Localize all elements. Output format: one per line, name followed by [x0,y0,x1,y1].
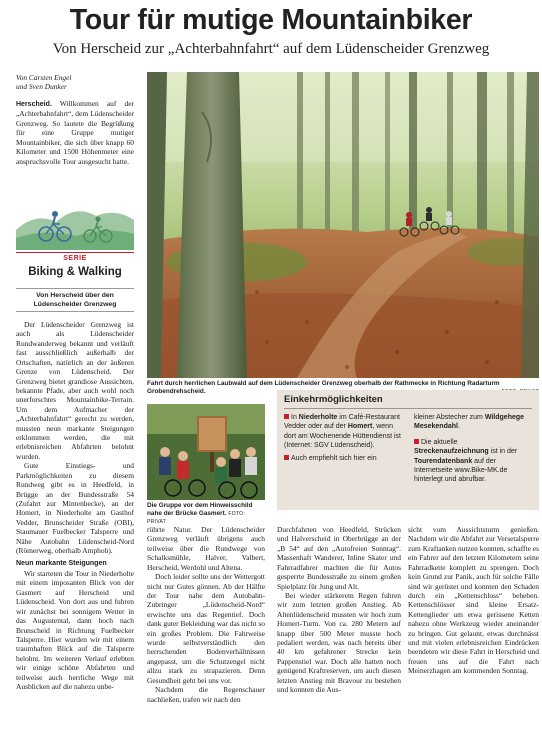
col1-subheading: Neun markante Steigungen [16,559,107,567]
info-item-1-text-b: im Café-Restaurant Vedder oder auf der [284,414,400,431]
info-item-4-text-b: ist in der [488,448,518,456]
author-line-1: Von Carsten Engel [16,73,72,82]
info-item-2-text: Auch empfiehlt sich hier ein [291,454,377,462]
intro-text [16,99,134,166]
col2-paragraph-1: rührte Natur. Der Lüdenscheider Grenzweg verläuft übrigens auch teilweise über die Rundwege von Schalksmühle, Halver, Valbert, Herscheid, Werdohl und Altena. [147,525,265,572]
info-item-1-place-b: Homert [347,423,373,431]
info-item-streckenaufzeichnung [414,438,534,485]
article-headline: Tour für mutige Mountainbiker [69,4,473,36]
main-caption-text: Fahrt durch herrlichen Laubwald auf dem Lüdenscheider Grenzweg oberhalb der Rathmecke in Richtung Radarturm Grobendrehscheid. [147,380,500,396]
col1-paragraph-1: Der Lüdenscheider Grenzweg ist auch als Lüdenscheider Rundwanderweg bekannt und verläuft fast ausschließlich außerhalb der Ortschaften, natürlich an der äußeren Grenze von Lüdenscheid. Der Grenzweg bietet grandiose Aussichten, bekannte Pfade, aber auch wohl noch unerforschtes Mountainbike-Terrain. Um dem Aufmacher der „Achterbahnfahrt“ gerecht zu werden, mussten neun markante Steigungen erklommen werden, die mit erlebnisreichen Abfahrten belohnt wurden. [16,320,134,461]
info-item-niederholte [284,413,404,451]
info-item-3-place: Wildgehege Mesekendahl [414,414,525,431]
serie-subtitle: Von Herscheid über den Lüdenscheider Grenzweg [16,288,134,312]
info-box-right-column [414,413,534,485]
info-box-left-column [284,413,404,463]
serie-label: SERIE [63,255,87,262]
col4-paragraph-1: sicht vom Aussichtsturm genießen. Nachdem wir die Abfahrt zur Versetalsperre zum Kraftanken nutzen konnten, schaffte es ein Fahrer auf den letzten Kilometern seine Fahrradkette komplett zu sprengen. Doch kein Grund zur Panik, auch für solche Fälle sind wir gerüstet und konnten den Schaden durch ein „Kettenschloss“ beheben. Kettenschlösser sind kleine Ersatz-Kettenglieder um etwa gerissene Ketten nahezu ohne Werkzeug wieder aneinander zu bringen. Gut gelaunt, etwas durchnässt und mit vielen erlebnisreichen Eindrücken beendeten wir diese Fahrt in Herscheid und freuen uns auf die Fahrt nach Meinerzhagen am kommenden Sonntag. [408,525,539,676]
info-item-4-text-a: Die aktuelle [421,438,458,446]
info-item-3-text-b: . [457,423,460,431]
col3-paragraph-1: Durchfahrten von Heedfeld, Strücken und Halverscheid in Oberbrügge an der „B 54“ auf den „Autofreien Sonntag“. Massenhaft Wanderer, Inline Skater und Fahrradfahrer machten die für Autos gesperrte Bundesstraße zu einem großen Spielplatz für Jung und Alt. [277,525,401,591]
bullet-square-icon [284,455,289,460]
group-photo-credit: FOTO: PRIVAT [147,511,246,526]
info-item-1-place-a: Niederholte [298,414,338,421]
info-item-3-text-a: kleiner Abstecher zum [414,414,485,421]
group-photo [147,404,265,500]
column-4 [408,525,539,676]
info-box-rule [284,408,532,409]
bullet-square-icon [284,414,289,419]
info-item-1-text-a: In [291,414,299,421]
info-item-4-text-c: auf der Internetseite www.Bike-MK.de hinterlegt und abrufbar. [414,457,508,484]
col2-paragraph-3: Nachdem die Regenschauer nachließen, trafen wir nach den [147,685,265,704]
col2-paragraph-2: Doch leider sollte uns der Wettergott nicht nur Gutes gönnen. Ab der Hälfte der Tour nahe dem Autobahn-Zubringer „Lüdenscheid-Nord“ erwischte uns das Regentief. Doch dank guter Bekleidung war das nicht so ein großes Problem. Die Fahrweise wurde selbstverständlich den herrschenden Bodenverhältnissen angepasst, um die Schutzengel nicht allzu stark zu strapazieren. Denn Gesundheit geht bei uns vor. [147,572,265,685]
info-box-title: Einkehrmöglichkeiten [284,394,383,405]
intro-lead: Herscheid. [16,101,52,108]
column-3 [277,525,401,695]
info-item-4-bold-b: Tourendatenbank [414,457,473,465]
serie-title: Biking & Walking [28,266,122,278]
bullet-square-icon [414,439,419,444]
info-box [277,390,539,510]
column-2 [147,525,265,704]
info-item-4-bold-a: Streckenaufzeichnung [414,448,489,456]
serie-rule [16,252,134,253]
col3-paragraph-2: Bei wieder stärkerem Regen fuhren wir zum letzten großen Anstieg. Ab Altenlüdenscheid mussten wir hoch zum Homert-Turm. Von ca. 280 Metern auf knapp über 500 Meter musste hoch pedaliert werden, was nach bereits über 40 km gefahrener Strecke kein Pappenstiel war. Doch alle hatten noch genügend Kraftreserven, um auch diesen letzten Anstieg mit Bravour zu bestehen und konnten die Aus- [277,590,401,695]
col1-paragraph-2: Gute Einstiegs- und Parkmöglichkeiten zu diesem Rundweg gibt es in Heedfeld, in Brügge an der Bundesstraße 54 (Zufahrt zur Mintenbecke), an der Homert, in Niederholte am Gasthof Vedder, Brunscheider Straße (OBI), Staumauer Fuelbecker Talsperre und Nähe Autobahn Lüdenscheid-Nord (Römerweg, oberhalb Amphob). [16,461,134,556]
info-item-1-text-c: , wenn dort am Wochenende Hüttendienst ist (Internet: SGV Lüdenscheid). [284,423,401,450]
intro-body: Willkommen auf der „Achterbahnfahrt“, dem Lüdenscheider Grenzweg. So lautete die Begrüßung für eine Gruppe mutiger Mountainbiker, die sich über knapp 60 Kilometer und 1500 Höhenmeter eine anspruchsvolle Tour ausgesucht hatte. [16,99,134,166]
info-item-recommend [284,454,404,463]
info-item-wildgehege [414,413,534,432]
group-caption-text: Die Gruppe vor dem Hinweisschild nahe der Brücke Gasmert. [147,502,253,518]
author-byline [16,73,146,92]
group-photo-caption [147,502,265,527]
col1-paragraph-3: Wir starteten die Tour in Niederholte mit einem imposanten Blick von der Gasmert auf Herscheid und Lüdenscheid. Von dort aus und fuhren wir zunächst bei sonnigem Wetter in das Augustental, dann hoch nach Brunscheid in Richtung Fuelbecker Talsperre. Hier wurden wir mit einem traumhaften Blick auf die Talsperre belohnt. Im weiteren Verlauf erlebten wir einige schöne Abfahrten und teilweise auch herrliche Wege mit Ausblicken auf die nahezu unbe- [16,568,134,692]
column-1 [16,320,134,691]
article-subheadline: Von Herscheid zur „Achterbahnfahrt“ auf dem Lüdenscheider Grenzweg [52,41,490,57]
biking-logo-illustration [16,194,134,250]
author-line-2: und Sven Dunker [16,82,67,92]
forest-photo [147,72,539,378]
